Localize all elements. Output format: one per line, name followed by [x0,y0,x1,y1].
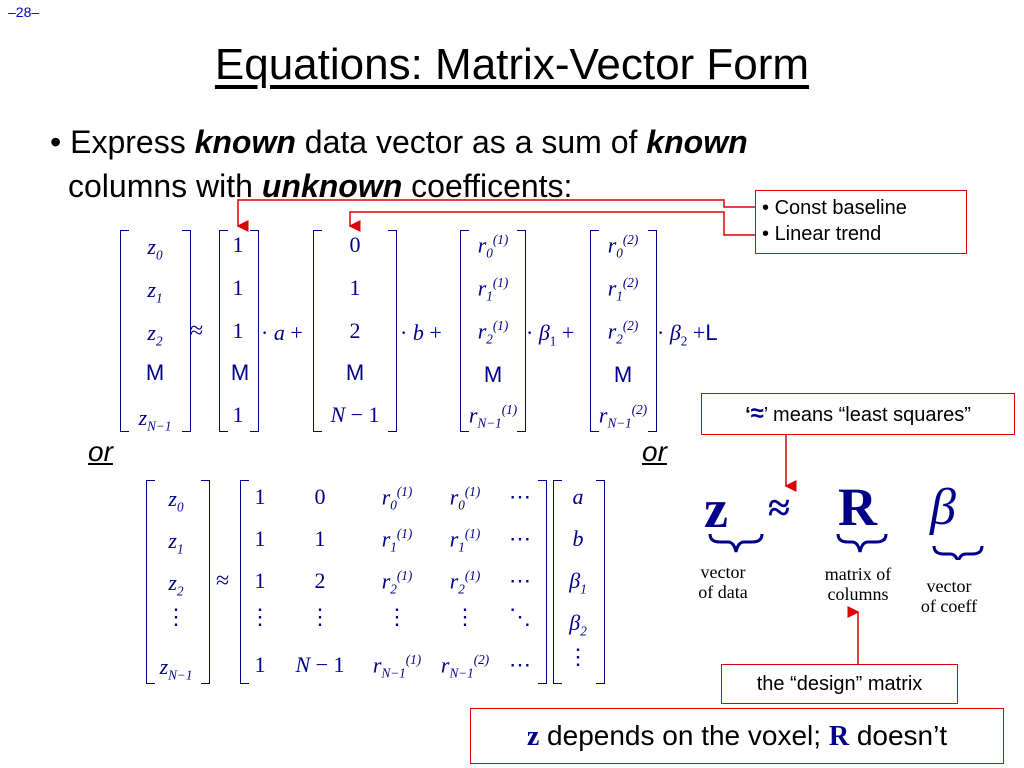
approx-symbol: ≈ [216,568,230,594]
coef-b: · b + [400,320,442,345]
caption-beta: vector of coeff [920,576,978,616]
matrix-cell: ⋯ [509,652,531,677]
col-const-entry: 1 [232,232,244,257]
arrow-linear [350,212,760,235]
z-entry: $z_1$ [168,528,184,557]
col-const-entry: M [230,360,250,385]
approx-symbol: ≈ [768,485,790,530]
coef-a: · a + [261,320,303,345]
underbraces [700,530,1000,560]
least-squares-note: ‘≈’ means “least squares” [701,393,1015,435]
matrix-cell: ⋯ [509,484,531,509]
voxel-note: z depends on the voxel; R doesn’t [470,708,1004,764]
arrow-const [238,200,760,226]
or-label-right: or [642,436,667,467]
col-r1-entry: $r_2^{(1)}$ [477,318,509,347]
coef-entry: a [572,484,584,509]
z-entry: $z_2$ [147,320,163,349]
approx-symbol: ≈ [190,318,204,344]
beta-symbol: β [930,479,956,536]
col-linear-entry: 2 [349,318,361,343]
matrix-cell: 0 [314,484,326,509]
coef-entry: b [572,526,584,551]
z-entry: $z_0$ [168,486,184,515]
z-entry: $z_0$ [147,234,163,263]
z-entry: $z_2$ [168,570,184,599]
coef-entry: $\beta_1$ [569,568,587,597]
col-r1-entry: $r_{N-1}^{(1)}$ [468,402,518,431]
matrix-cell: $r_0^{(1)}$ [449,484,481,513]
z-symbol: z [704,479,728,539]
matrix-cell: $r_1^{(1)}$ [449,526,481,555]
col-linear-entry: 0 [349,232,361,257]
matrix-cell: $r_2^{(1)}$ [381,568,413,597]
matrix-cell: $r_1^{(1)}$ [381,526,413,555]
z-entry: ⋮ [165,604,187,629]
col-r1-entry: $r_0^{(1)}$ [477,232,509,261]
matrix-cell: 2 [314,568,326,593]
design-matrix-note: the “design” matrix [721,664,958,704]
bullet-line2: columns with unknown coefficents: [68,168,573,204]
col-r2-entry: M [613,362,633,387]
coef-entry: ⋮ [567,644,589,669]
col-const-entry: 1 [232,275,244,300]
coef-entry: $\beta_2$ [569,610,587,639]
z-entry: M [145,360,165,385]
col-linear-entry: 1 [349,275,361,300]
col-const-entry: 1 [232,318,244,343]
matrix-cell: 1 [254,568,266,593]
col-r1-entry: $r_1^{(1)}$ [477,275,509,304]
matrix-cell: ⋮ [249,604,271,629]
matrix-cell: $r_2^{(1)}$ [449,568,481,597]
bracket [120,230,129,432]
R-symbol: R [838,477,877,537]
caption-z: vector of data [698,562,748,602]
legend-item-linear: • Linear trend [762,223,882,245]
matrix-cell: 1 [314,526,326,551]
col-r2-entry: $r_2^{(2)}$ [607,318,639,347]
matrix-cell: $r_{N-1}^{(1)}$ [372,652,422,681]
bullet-line1: Express known data vector as a sum of known [70,124,748,160]
matrix-cell: $r_{N-1}^{(2)}$ [440,652,490,681]
col-r2-entry: $r_0^{(2)}$ [607,232,639,261]
matrix-cell: 1 [254,652,266,677]
legend-box [755,190,967,254]
bullet-dot: • [50,124,62,160]
col-linear-entry: N − 1 [330,402,380,427]
col-linear-entry: M [345,360,365,385]
col-const-entry: 1 [232,402,244,427]
z-entry: $z_{N-1}$ [138,405,172,434]
or-label-left: or [88,436,113,467]
matrix-cell: 1 [254,526,266,551]
matrix-cell: N − 1 [295,652,345,677]
legend-item-const: • Const baseline [762,197,907,219]
col-r2-entry: $r_{N-1}^{(2)}$ [598,402,648,431]
matrix-cell: ⋮ [309,604,331,629]
matrix-cell: ⋯ [509,526,531,551]
z-entry: $z_{N-1}$ [159,654,193,683]
caption-R: matrix of columns [824,564,892,604]
col-r1-entry: M [483,362,503,387]
matrix-cell: $r_0^{(1)}$ [381,484,413,513]
coef-beta2: · $\beta_2 +L$ [657,320,718,349]
slide-number: –28– [8,4,40,20]
matrix-cell: ⋯ [509,568,531,593]
slide-title: Equations: Matrix-Vector Form [214,40,810,89]
matrix-cell: ⋮ [386,604,408,629]
matrix-cell: ⋮ [454,604,476,629]
col-r2-entry: $r_1^{(2)}$ [607,275,639,304]
matrix-cell: ⋱ [509,604,531,629]
coef-beta1: · $\beta_1$ + [526,320,575,349]
z-entry: $z_1$ [147,277,163,306]
matrix-cell: 1 [254,484,266,509]
